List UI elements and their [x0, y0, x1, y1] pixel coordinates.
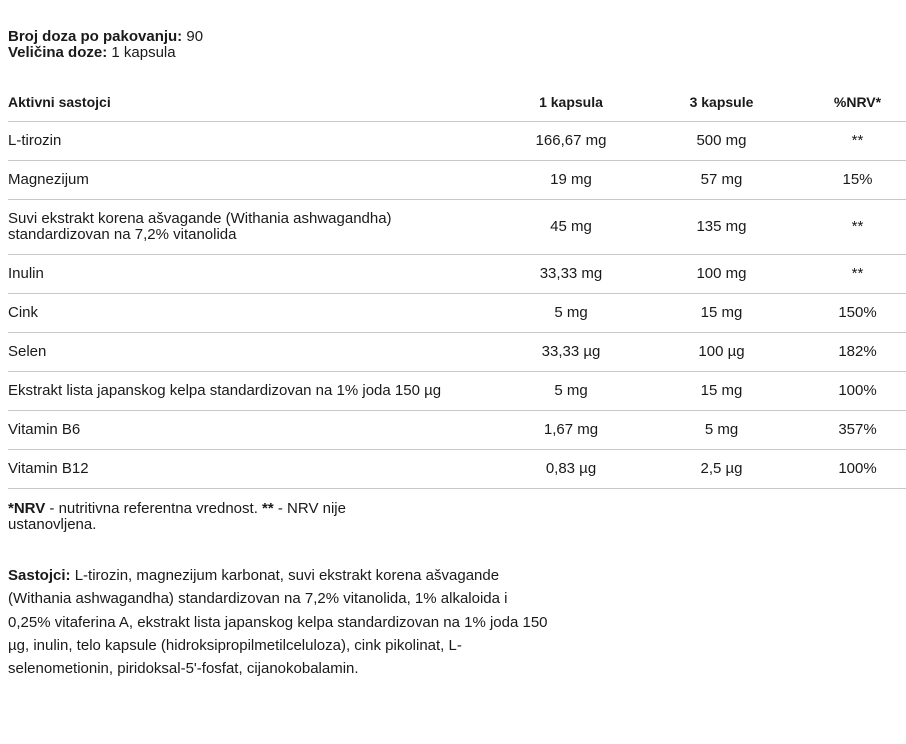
ingredients-label: Sastojci: [8, 567, 71, 584]
ingredient-name: Ekstrakt lista japanskog kelpa standardizovan na 1% joda 150 µg [8, 372, 508, 411]
dosage-info [8, 29, 203, 61]
table-row [8, 333, 906, 372]
ingredients-text: L-tirozin, magnezijum karbonat, suvi ekstrakt korena ašvagande (Withania ashwagandha) standardizovan na 7,2% vitanolida, 1% alkaloida i 0,25% vitaferina A, ekstrakt lista japanskog kelpa standardizovan na 1% joda 150 µg, inulin, telo kapsule (hidroksipropilmetilceluloza), cink pikolinat, L-selenometionin, piridoksal-5'-fosfat, cijanokobalamin. [8, 567, 548, 678]
serving-size-value: 1 kapsula [107, 44, 176, 61]
nrv-value: 357% [809, 411, 906, 450]
ingredient-name: Vitamin B12 [8, 450, 508, 489]
amount-three-capsules: 135 mg [634, 200, 809, 255]
amount-one-capsule: 33,33 mg [508, 255, 634, 294]
table-row [8, 161, 906, 200]
ingredient-name: L-tirozin [8, 122, 508, 161]
header-active-ingredients: Aktivni sastojci [8, 82, 508, 122]
amount-three-capsules: 15 mg [634, 294, 809, 333]
header-nrv: %NRV* [809, 82, 906, 122]
ingredients-list [8, 564, 553, 680]
servings-value: 90 [182, 28, 204, 45]
table-row [8, 255, 906, 294]
nrv-not-established-text: - NRV nije ustanovljena. [8, 500, 346, 533]
amount-one-capsule: 1,67 mg [508, 411, 634, 450]
ingredient-name: Inulin [8, 255, 508, 294]
nrv-label: *NRV [8, 500, 46, 517]
table-row [8, 411, 906, 450]
serving-size [8, 45, 203, 61]
table-row [8, 294, 906, 333]
header-one-capsule: 1 kapsula [508, 82, 634, 122]
table-row [8, 200, 906, 255]
ingredient-name-line-1: Suvi ekstrakt korena ašvagande (Withania ashwagandha) [8, 210, 392, 227]
amount-one-capsule: 5 mg [508, 372, 634, 411]
nrv-not-established-label: ** [262, 500, 274, 517]
nrv-footnote [8, 501, 408, 533]
nrv-value: ** [809, 122, 906, 161]
amount-three-capsules: 100 µg [634, 333, 809, 372]
amount-three-capsules: 100 mg [634, 255, 809, 294]
header-three-capsules: 3 kapsule [634, 82, 809, 122]
ingredient-name: Cink [8, 294, 508, 333]
amount-one-capsule: 5 mg [508, 294, 634, 333]
table-row [8, 372, 906, 411]
ingredient-name: Magnezijum [8, 161, 508, 200]
nrv-text: - nutritivna referentna vrednost. [45, 500, 263, 517]
amount-three-capsules: 5 mg [634, 411, 809, 450]
amount-one-capsule: 19 mg [508, 161, 634, 200]
amount-three-capsules: 500 mg [634, 122, 809, 161]
serving-size-label: Veličina doze: [8, 44, 108, 61]
amount-three-capsules: 57 mg [634, 161, 809, 200]
ingredient-name: Selen [8, 333, 508, 372]
servings-per-package [8, 29, 203, 45]
nrv-value: 100% [809, 372, 906, 411]
active-ingredients-table [8, 82, 906, 489]
nrv-value: ** [809, 200, 906, 255]
table-header-row [8, 82, 906, 122]
nrv-value: ** [809, 255, 906, 294]
amount-three-capsules: 2,5 µg [634, 450, 809, 489]
ingredient-name-line-2: standardizovan na 7,2% vitanolida [8, 226, 237, 243]
nrv-value: 100% [809, 450, 906, 489]
nrv-value: 15% [809, 161, 906, 200]
amount-one-capsule: 0,83 µg [508, 450, 634, 489]
nrv-value: 150% [809, 294, 906, 333]
nrv-value: 182% [809, 333, 906, 372]
table-row [8, 122, 906, 161]
amount-one-capsule: 33,33 µg [508, 333, 634, 372]
amount-one-capsule: 45 mg [508, 200, 634, 255]
amount-one-capsule: 166,67 mg [508, 122, 634, 161]
ingredient-name [8, 200, 508, 255]
servings-label: Broj doza po pakovanju: [8, 28, 183, 45]
ingredient-name: Vitamin B6 [8, 411, 508, 450]
amount-three-capsules: 15 mg [634, 372, 809, 411]
table-row [8, 450, 906, 489]
